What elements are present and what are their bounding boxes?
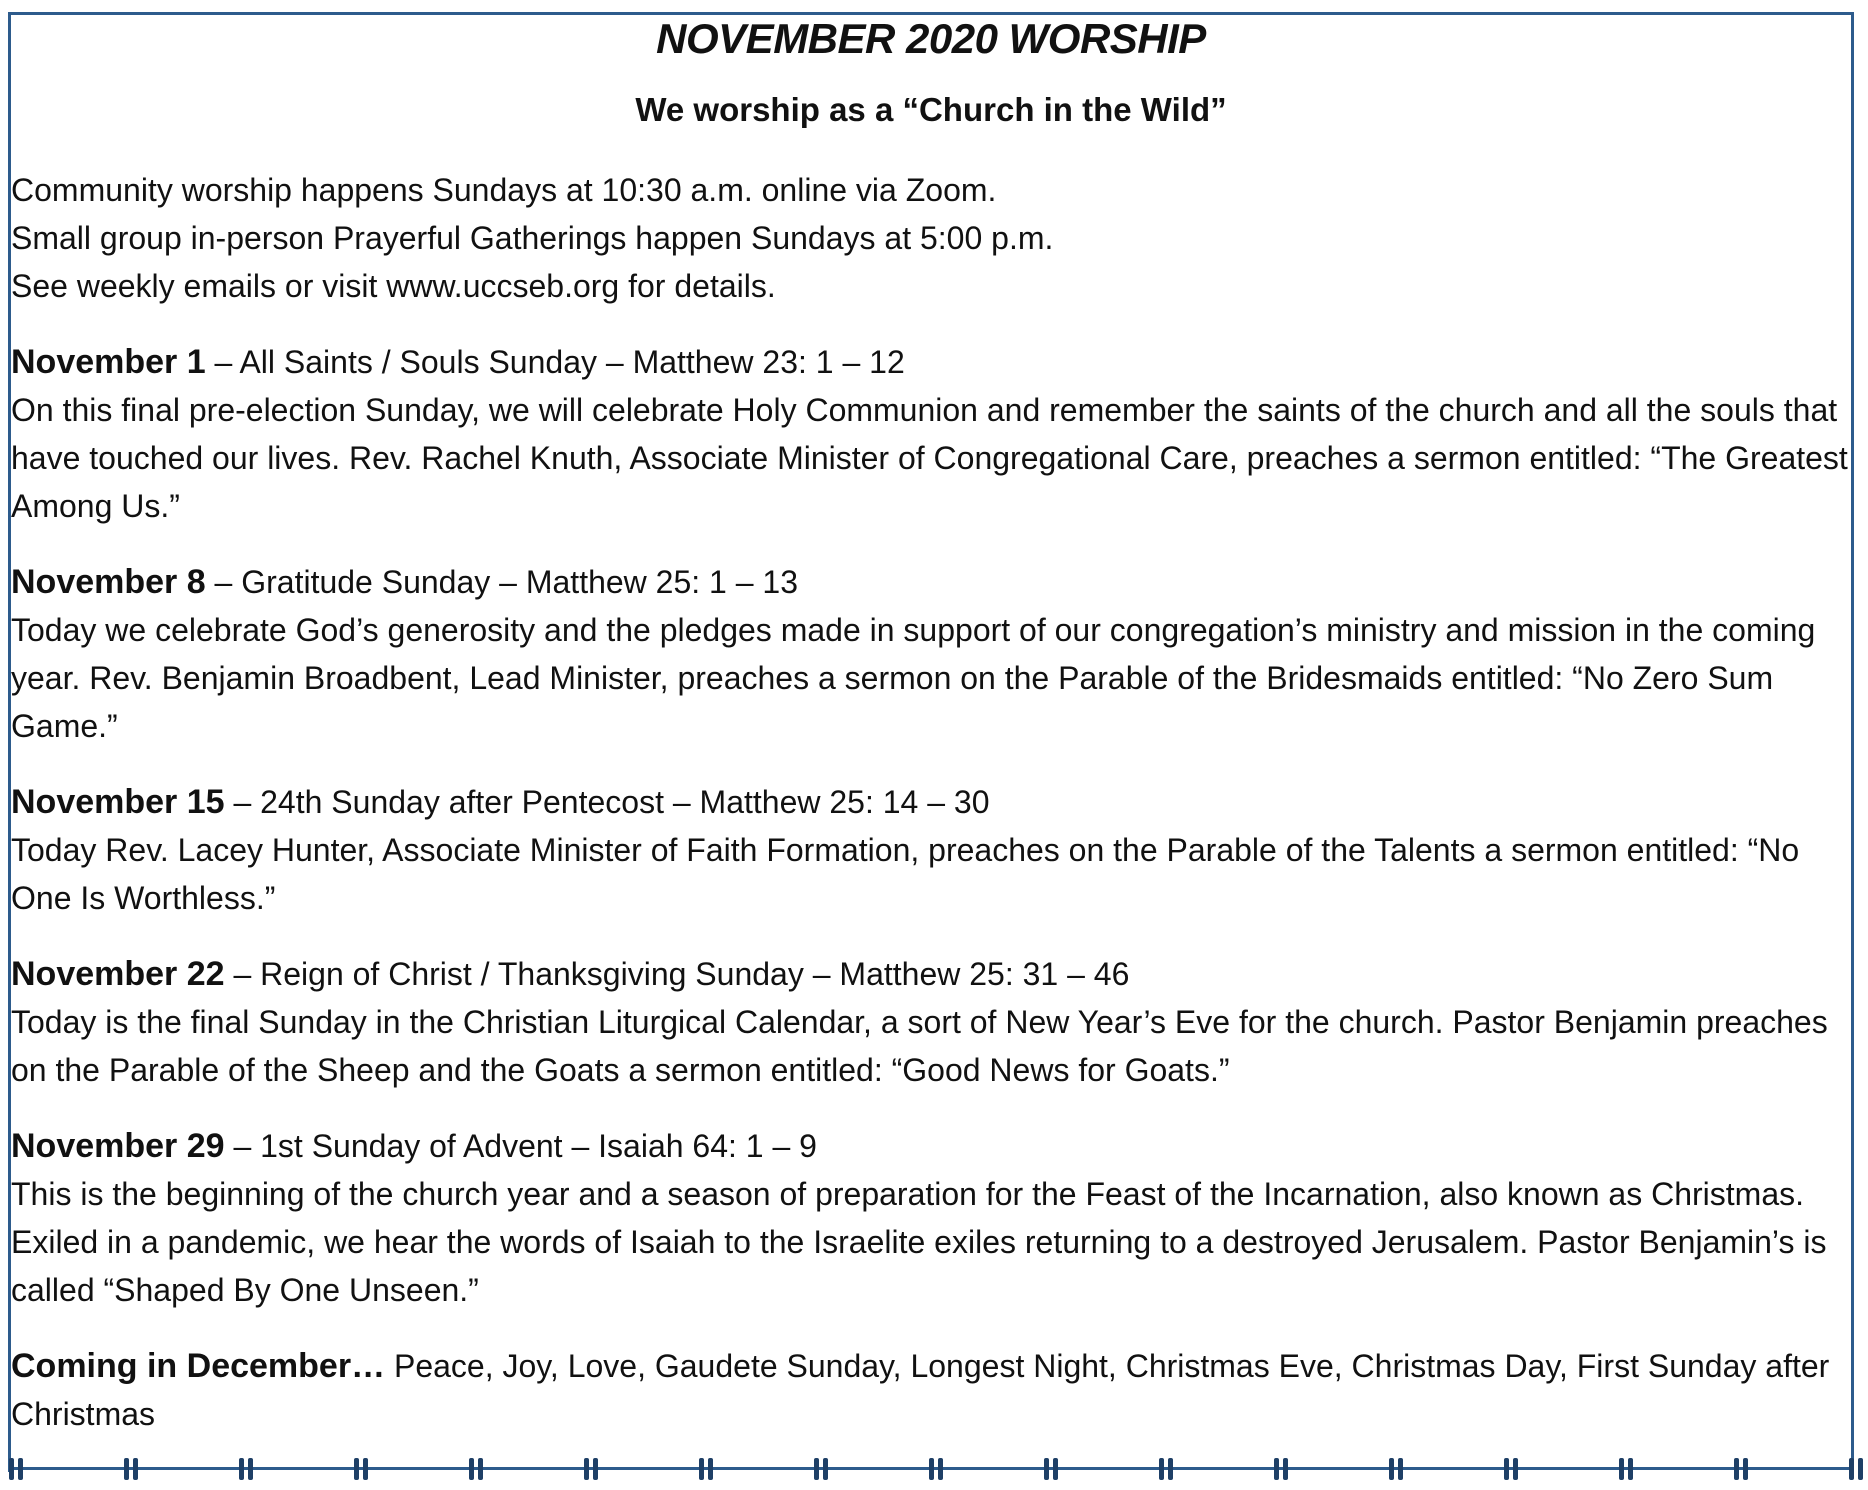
entry-date: November 22: [11, 955, 225, 993]
stitch-mark: [1618, 1458, 1634, 1480]
intro-line: See weekly emails or visit www.uccseb.org for details.: [11, 268, 776, 304]
entry-heading: [11, 950, 1851, 998]
stitch-mark: [468, 1458, 484, 1480]
stitch-mark: [238, 1458, 254, 1480]
service-entry: [11, 778, 1851, 922]
page-subtitle: We worship as a “Church in the Wild”: [635, 91, 1227, 128]
coming-text: Peace, Joy, Love, Gaudete Sunday, Longest Night, Christmas Eve, Christmas Day, First Sunday after Christmas: [11, 1348, 1830, 1432]
service-entry: [11, 558, 1851, 750]
entry-date: November 1: [11, 343, 206, 381]
stitch-mark: [928, 1458, 944, 1480]
stitch-mark: [1158, 1458, 1174, 1480]
entry-heading: [11, 558, 1851, 606]
stitch-mark: [8, 1458, 24, 1480]
entry-description: Today we celebrate God’s generosity and the pledges made in support of our congregation’s ministry and mission in the coming year. Rev. Benjamin Broadbent, Lead Minister, preaches a sermon on the Parable of the Bridesmaids entitled: “No Zero Sum Game.”: [11, 612, 1816, 744]
stitch-mark: [1043, 1458, 1059, 1480]
service-entry: [11, 338, 1851, 530]
entry-date: November 8: [11, 563, 206, 601]
stitch-mark: [1388, 1458, 1404, 1480]
entry-detail: – 24th Sunday after Pentecost – Matthew 25: 14 – 30: [224, 784, 990, 820]
entry-detail: – Gratitude Sunday – Matthew 25: 1 – 13: [205, 564, 799, 600]
entry-description: Today is the final Sunday in the Christian Liturgical Calendar, a sort of New Year’s Eve for the church. Pastor Benjamin preaches on the Parable of the Sheep and the Goats a sermon entitled: “Good News for Goats.”: [11, 1004, 1828, 1088]
stitch-mark: [1503, 1458, 1519, 1480]
stitch-mark: [583, 1458, 599, 1480]
entry-heading: [11, 338, 1851, 386]
coming-label: Coming in December…: [11, 1347, 386, 1385]
entry-heading: [11, 1122, 1851, 1170]
entry-heading: [11, 778, 1851, 826]
entry-detail: – Reign of Christ / Thanksgiving Sunday – Matthew 25: 31 – 46: [224, 956, 1130, 992]
entry-detail: – All Saints / Souls Sunday – Matthew 23: 1 – 12: [205, 344, 905, 380]
worship-schedule: [11, 14, 1851, 1438]
entry-date: November 29: [11, 1127, 225, 1165]
entry-detail: – 1st Sunday of Advent – Isaiah 64: 1 – 9: [224, 1128, 817, 1164]
stitch-mark: [813, 1458, 829, 1480]
intro-line: Community worship happens Sundays at 10:30 a.m. online via Zoom.: [11, 172, 997, 208]
stitch-mark: [353, 1458, 369, 1480]
stitch-mark: [1733, 1458, 1749, 1480]
service-entry: [11, 1122, 1851, 1314]
stitch-mark: [123, 1458, 139, 1480]
entry-description: This is the beginning of the church year and a season of preparation for the Feast of the Incarnation, also known as Christmas. Exiled in a pandemic, we hear the words of Isaiah to the Israelite exiles returning to a destroyed Jerusalem. Pastor Benjamin’s is called “Shaped By One Unseen.”: [11, 1176, 1827, 1308]
service-entry: [11, 950, 1851, 1094]
stitch-mark: [698, 1458, 714, 1480]
coming-in-december: [11, 1342, 1851, 1438]
page-title: NOVEMBER 2020 WORSHIP: [656, 15, 1206, 62]
entry-description: On this final pre-election Sunday, we will celebrate Holy Communion and remember the saints of the church and all the souls that have touched our lives. Rev. Rachel Knuth, Associate Minister of Congregational Care, preaches a sermon entitled: “The Greatest Among Us.”: [11, 392, 1848, 524]
entry-description: Today Rev. Lacey Hunter, Associate Minister of Faith Formation, preaches on the Parable of the Talents a sermon entitled: “No One Is Worthless.”: [11, 832, 1800, 916]
intro-line: Small group in-person Prayerful Gatherings happen Sundays at 5:00 p.m.: [11, 220, 1054, 256]
stitch-mark: [1273, 1458, 1289, 1480]
intro-block: [11, 166, 1851, 310]
stitch-mark: [1848, 1458, 1864, 1480]
entry-date: November 15: [11, 783, 225, 821]
